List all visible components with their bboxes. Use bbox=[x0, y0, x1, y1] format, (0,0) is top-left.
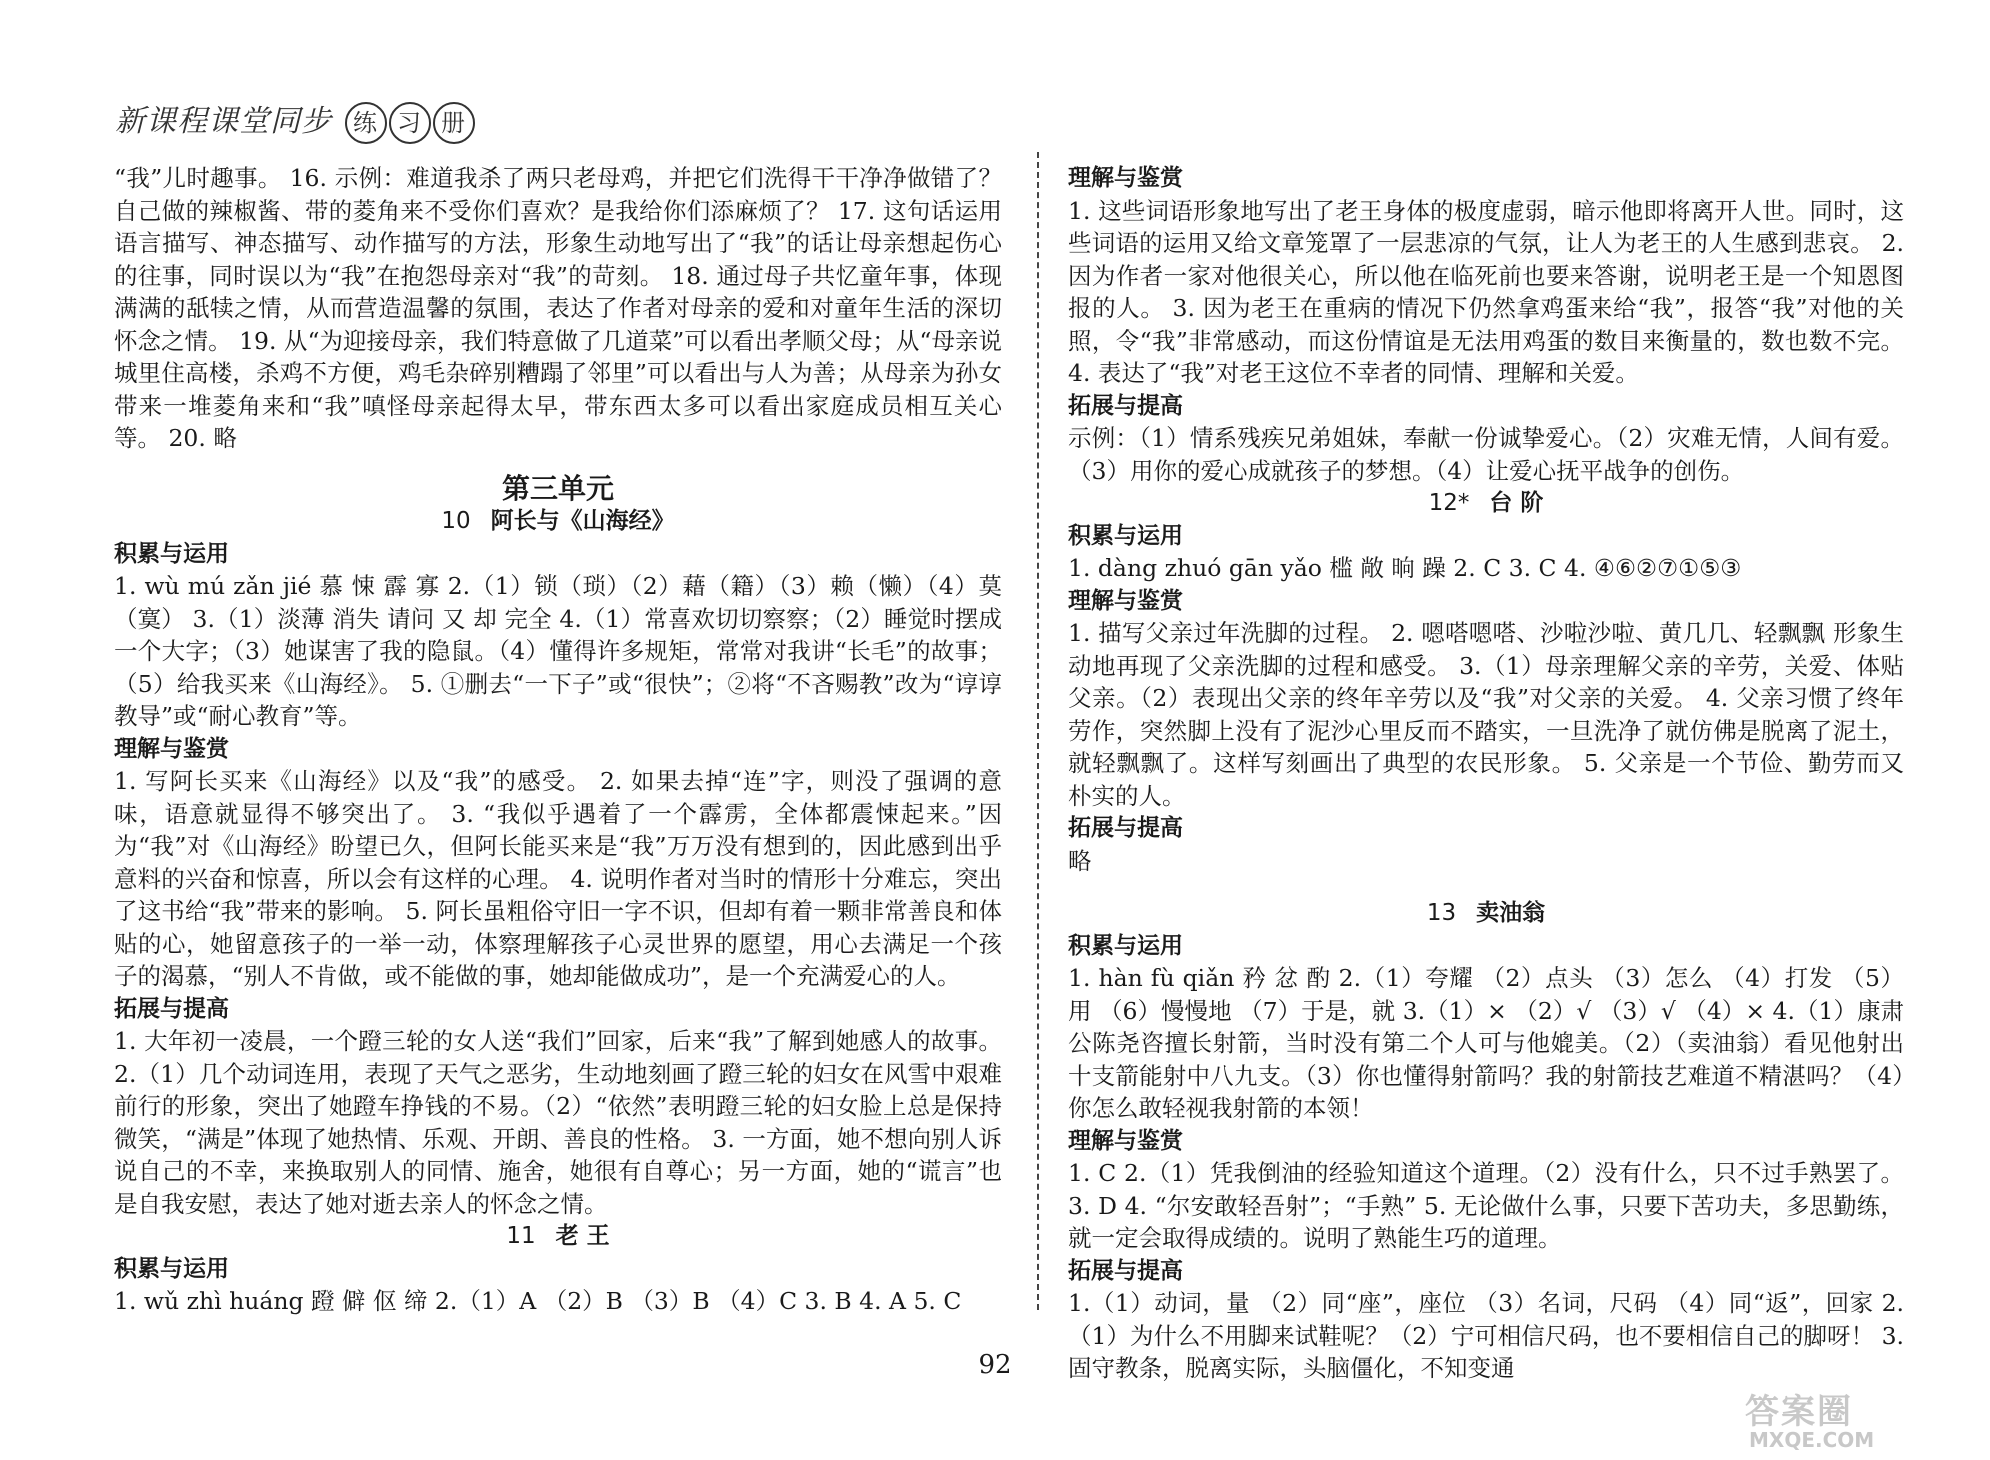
answer-paragraph: 1. 大年初一凌晨，一个蹬三轮的女人送“我们”回家，后来“我”了解到她感人的故事。 2.（1）几个动词连用，表现了天气之恶劣，生动地刻画了蹬三轮的妇女在风雪中艰难前行的形象，突出了她蹬车挣钱的不易。（2）“依然”表明蹬三轮的妇女脸上总是保持微笑，“满是”体现了她热情、乐观、开朗、善良的性格。 3. 一方面，她不想向别人诉说自己的不幸，来换取别人的同情、施舍，她很有自尊心；另一方面，她的“谎言”也是自我安慰，表达了她对逝去亲人的怀念之情。 bbox=[114, 1027, 1002, 1218]
section-heading: 拓展与提高 bbox=[1068, 1257, 1183, 1284]
section-heading: 积累与运用 bbox=[1068, 932, 1183, 959]
section-heading: 积累与运用 bbox=[114, 540, 229, 567]
answer-paragraph: 1. 这些词语形象地写出了老王身体的极度虚弱，暗示他即将离开人世。同时，这些词语的运用又给文章笼罩了一层悲凉的气氛，让人为老王的人生感到悲哀。 2. 因为作者一家对他很关心，所以他在临死前也要来答谢，说明老王是一个知恩图报的人。 3. 因为老王在重病的情况下仍然拿鸡蛋来给“我”，报答“我”对他的关照，令“我”非常感动，而这份情谊是无法用鸡蛋的数目来衡量的，数也数不完。 4. 表达了“我”对老王这位不幸者的同情、理解和关爱。 bbox=[1068, 196, 1904, 387]
answer-paragraph: 1.（1）动词，量 （2）同“座”，座位 （3）名词，尺码 （4）同“返”，回家 2.（1）为什么不用脚来试鞋呢？（2）宁可相信尺码，也不要相信自己的脚呀！ 3. 固守教条，脱离实际，头脑僵化，不知变通 bbox=[1068, 1289, 1904, 1382]
answer-paragraph: 示例：（1）情系残疾兄弟姐妹，奉献一份诚挚爱心。（2）灾难无情，人间有爱。（3）用你的爱心成就孩子的梦想。（4）让爱心抚平战争的创伤。 bbox=[1068, 424, 1904, 485]
section-heading: 积累与运用 bbox=[114, 1255, 229, 1282]
section-heading: 理解与鉴赏 bbox=[114, 735, 229, 762]
watermark-url: MXQE.COM bbox=[1749, 1428, 1875, 1452]
lesson-heading bbox=[114, 505, 1002, 538]
answer-paragraph: 1. wǔ zhì huáng 蹬 僻 伛 缔 2.（1）A （2）B （3）B （4）C 3. B 4. A 5. C bbox=[114, 1287, 962, 1315]
lesson-number: 11 bbox=[506, 1223, 536, 1249]
lesson-title: 卖油翁 bbox=[1476, 900, 1546, 926]
unit-heading: 第三单元 bbox=[501, 471, 614, 505]
section-heading: 理解与鉴赏 bbox=[1068, 1127, 1183, 1154]
section-heading: 拓展与提高 bbox=[114, 995, 229, 1022]
lesson-title: 台 阶 bbox=[1489, 490, 1544, 516]
header-ring-char: 练 bbox=[345, 102, 387, 144]
lesson-title: 老 王 bbox=[555, 1223, 610, 1249]
section-heading: 拓展与提高 bbox=[1068, 392, 1183, 419]
section-heading: 理解与鉴赏 bbox=[1068, 165, 1183, 191]
section-heading: 理解与鉴赏 bbox=[1068, 587, 1183, 614]
column-divider bbox=[1037, 152, 1039, 1310]
answer-paragraph: “我”儿时趣事。 16. 示例：难道我杀了两只老母鸡，并把它们洗得干干净净做错了？自己做的辣椒酱、带的菱角来不受你们喜欢？是我给你们添麻烦了？ 17. 这句话运用语言描写、神态描写、动作描写的方法，形象生动地写出了“我”的话让母亲想起伤心的往事，同时误以为“我”在抱怨母亲对“我”的苛刻。 18. 通过母子共忆童年事，体现满满的舐犊之情，从而营造温馨的氛围，表达了作者对母亲的爱和对童年生活的深切怀念之情。 19. 从“为迎接母亲，我们特意做了几道菜”可以看出孝顺父母；从“母亲说城里住高楼，杀鸡不方便，鸡毛杂碎别糟蹋了邻里”可以看出与人为善；从母亲为孙女带来一堆菱角来和“我”嗔怪母亲起得太早，带东西太多可以看出家庭成员相互关心等。 20. 略 bbox=[114, 164, 1002, 452]
lesson-heading bbox=[1068, 487, 1904, 520]
header-title: 新课程课堂同步 bbox=[115, 104, 332, 139]
answer-paragraph: 1. 写阿长买来《山海经》以及“我”的感受。 2. 如果去掉“连”字，则没了强调的意味，语意就显得不够突出了。 3. “我似乎遇着了一个霹雳，全体都震悚起来。”因为“我”对《山海经》盼望已久，但阿长能买来是“我”万万没有想到的，因此感到出乎意料的兴奋和惊喜，所以会有这样的心理。 4. 说明作者对当时的情形十分难忘，突出了这书给“我”带来的影响。 5. 阿长虽粗俗守旧一字不识，但却有着一颗非常善良和体贴的心，她留意孩子的一举一动，体察理解孩子心灵世界的愿望，用心去满足一个孩子的渴慕，“别人不肯做，或不能做的事，她却能做成功”，是一个充满爱心的人。 bbox=[114, 767, 1002, 990]
answer-paragraph: 略 bbox=[1068, 846, 1092, 875]
answer-paragraph: 1. 描写父亲过年洗脚的过程。 2. 嗯嗒嗯嗒、沙啦沙啦、黄几几、轻飘飘 形象生动地再现了父亲洗脚的过程和感受。 3.（1）母亲理解父亲的辛劳，关爱、体贴父亲。（2）表现出父亲的终年辛劳以及“我”对父亲的关爱。 4. 父亲习惯了终年劳作，突然脚上没有了泥沙心里反而不踏实，一旦洗净了就仿佛是脱离了泥土，就轻飘飘了。这样写刻画出了典型的农民形象。 5. 父亲是一个节俭、勤劳而又朴实的人。 bbox=[1068, 619, 1904, 810]
answer-paragraph: 1. dàng zhuó gān yǎo 槛 敞 晌 躁 2. C 3. C 4. ④⑥②⑦①⑤③ bbox=[1068, 554, 1742, 582]
section-heading: 拓展与提高 bbox=[1068, 815, 1183, 841]
lesson-heading bbox=[1068, 897, 1904, 930]
lesson-number: 10 bbox=[441, 508, 471, 534]
lesson-title: 阿长与《山海经》 bbox=[490, 508, 675, 534]
left-column bbox=[114, 162, 1002, 1318]
lesson-number: 12* bbox=[1428, 490, 1470, 516]
watermark-text: 答案圈 bbox=[1745, 1392, 1853, 1432]
lesson-number: 13 bbox=[1426, 900, 1457, 926]
section-heading: 积累与运用 bbox=[1068, 522, 1183, 549]
book-header bbox=[115, 96, 475, 144]
right-column bbox=[1068, 162, 1904, 1385]
page-number: 92 bbox=[978, 1350, 1012, 1380]
answer-paragraph: 1. hàn fù qiǎn 矜 忿 酌 2.（1）夸耀 （2）点头 （3）怎么 （4）打发 （5）用 （6）慢慢地 （7）于是，就 3.（1）× （2）√ （3）√ （4）× 4.（1）康肃公陈尧咨擅长射箭，当时没有第二个人可与他媲美。（2）（卖油翁）看见他射出十支箭能射中八九支。（3）你也懂得射箭吗？我的射箭技艺难道不精湛吗？（4）你怎么敢轻视我射箭的本领！ bbox=[1068, 964, 1904, 1122]
answer-paragraph: 1. wù mú zǎn jié 慕 悚 霹 寡 2.（1）锁（琐）（2）藉（籍）（3）赖（懒）（4）莫（寞） 3.（1）淡薄 消失 请问 又 却 完全 4.（1）常喜欢切切察察；（2）睡觉时摆成一个大字；（3）她谋害了我的隐鼠。（4）懂得许多规矩，常常对我讲“长毛”的故事；（5）给我买来《山海经》。 5. ①删去“一下子”或“很快”；②将“不吝赐教”改为“谆谆教导”或“耐心教育”等。 bbox=[114, 572, 1002, 730]
watermark-logo bbox=[1745, 1384, 1965, 1454]
answer-paragraph: 1. C 2.（1）凭我倒油的经验知道这个道理。（2）没有什么，只不过手熟罢了。 3. D 4. “尔安敢轻吾射”；“手熟” 5. 无论做什么事，只要下苦功夫，多思勤练，就一定会取得成绩的。说明了熟能生巧的道理。 bbox=[1068, 1159, 1904, 1252]
header-ring-char: 册 bbox=[433, 102, 475, 144]
header-ring-char: 习 bbox=[389, 102, 431, 144]
lesson-heading bbox=[114, 1220, 1002, 1253]
